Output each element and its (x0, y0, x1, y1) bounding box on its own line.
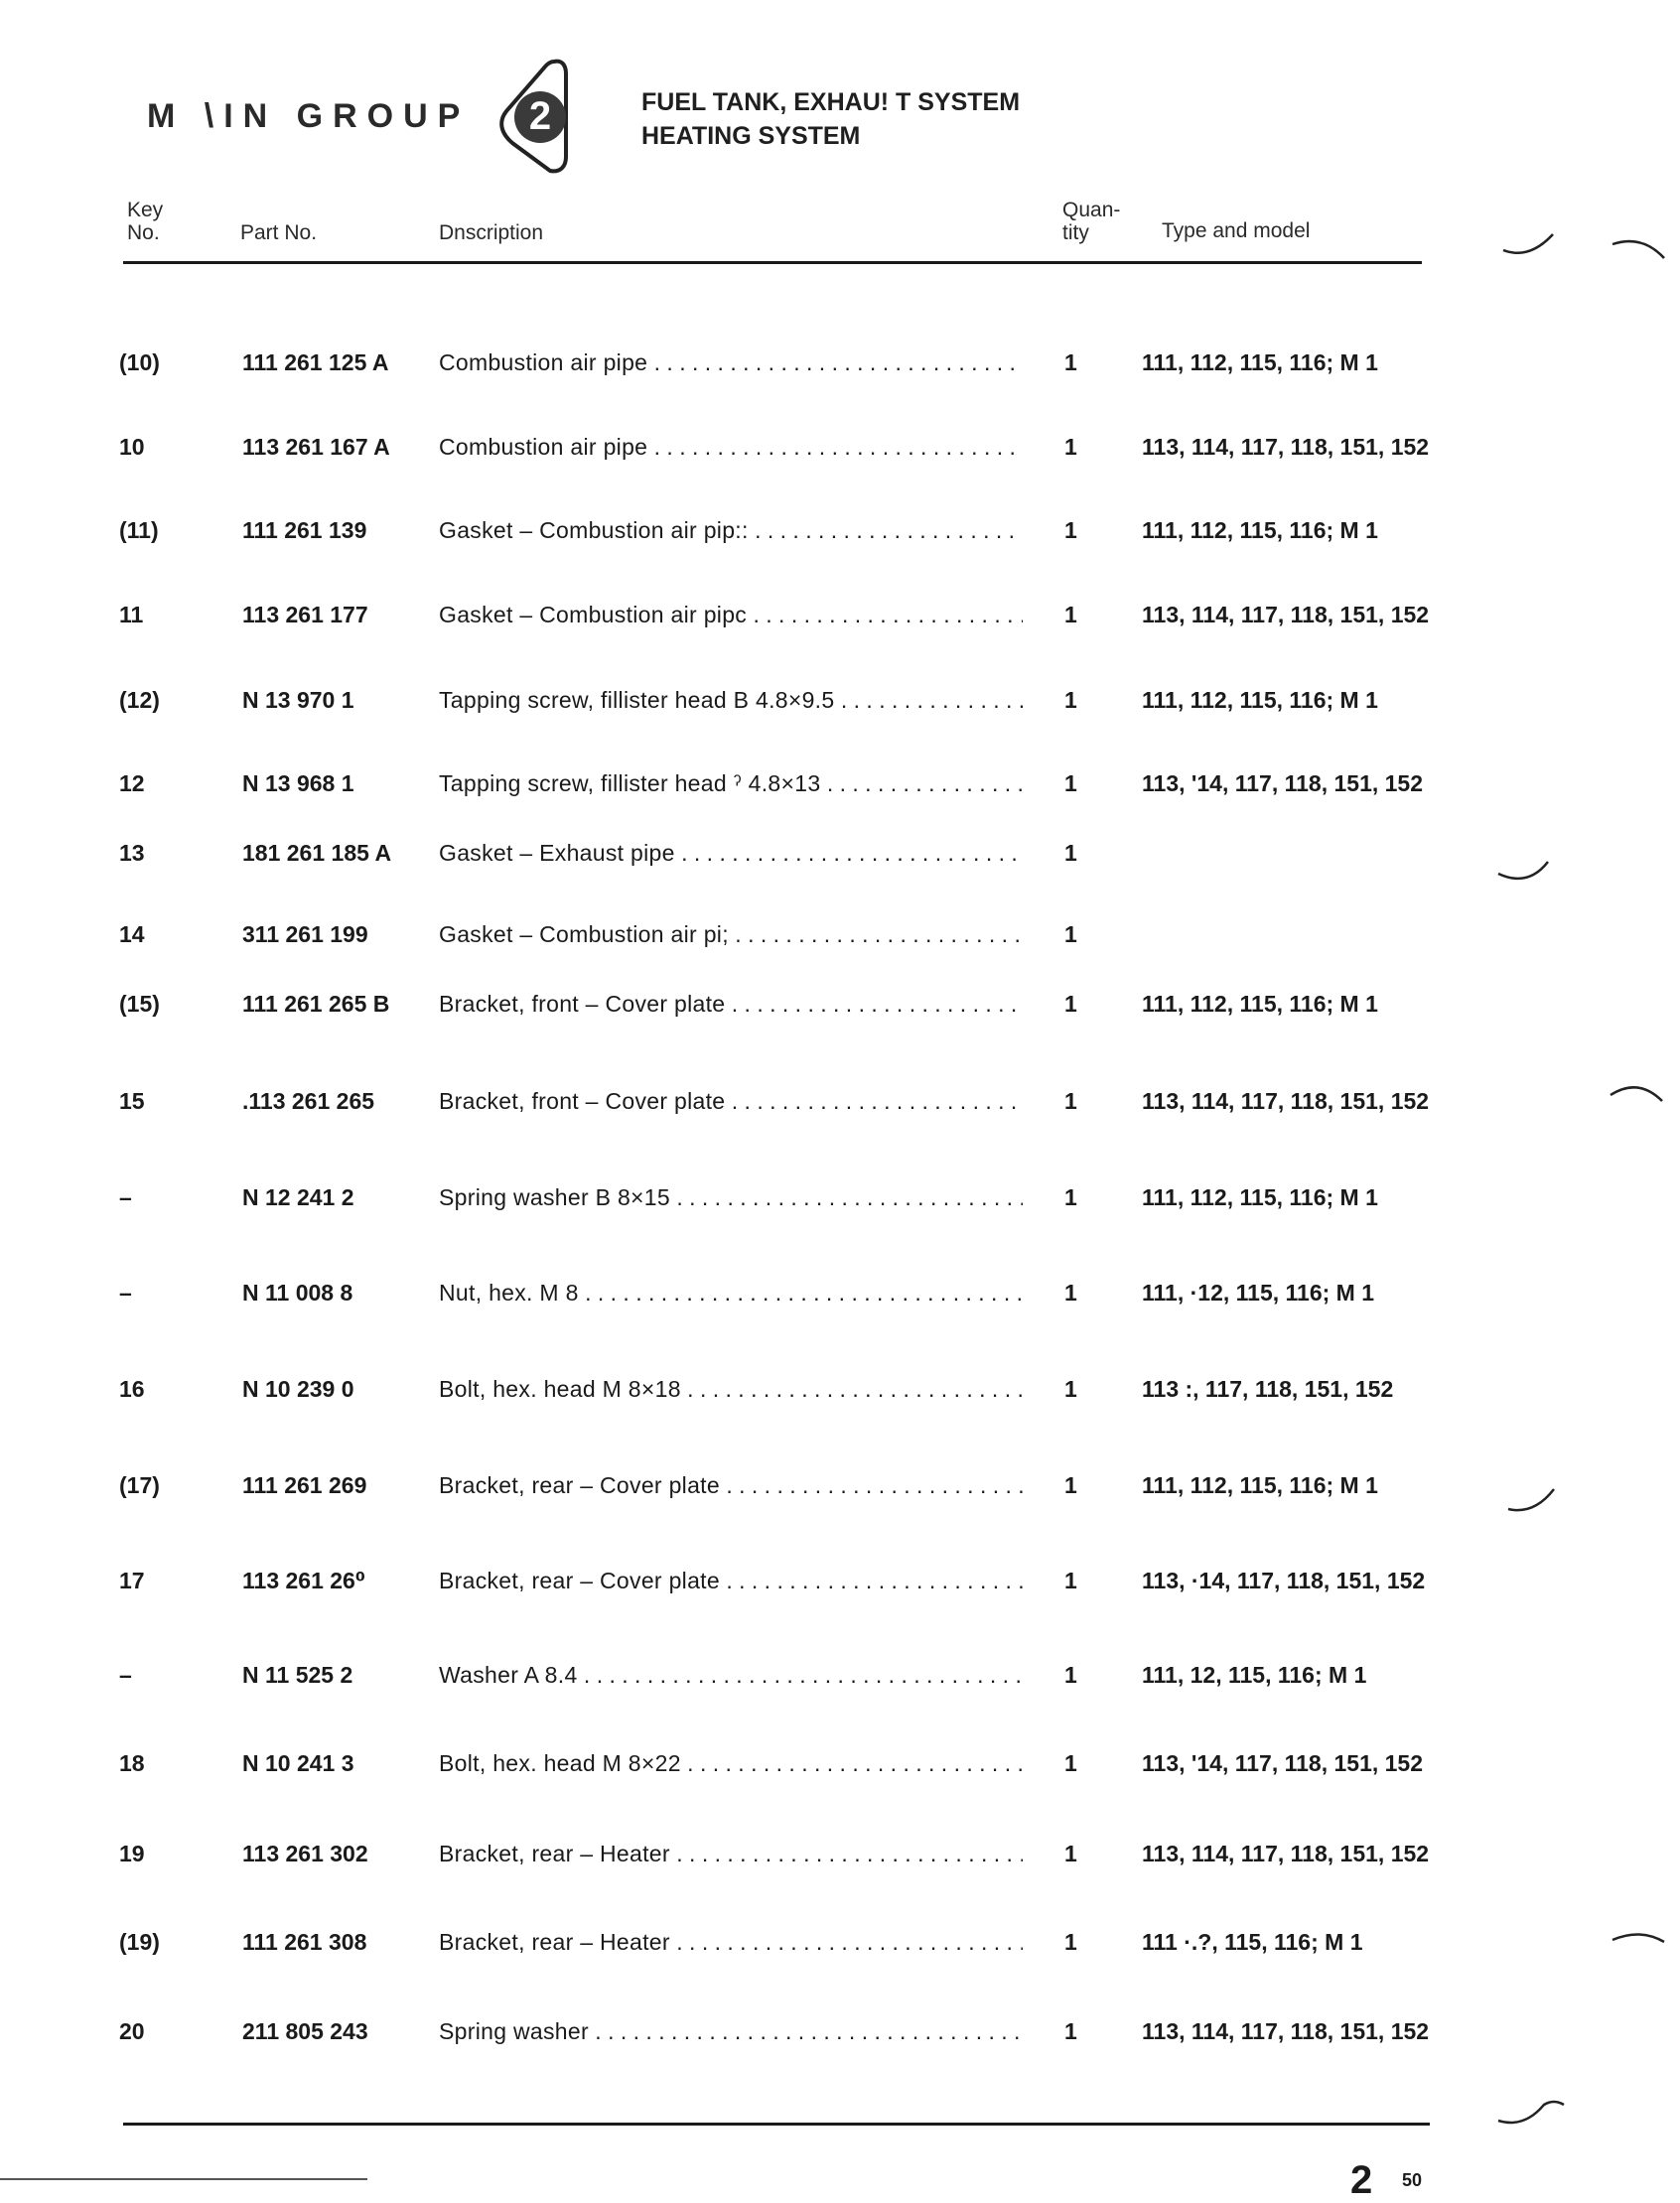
type-and-model: 111, 112, 115, 116; M 1 (1142, 349, 1378, 375)
part-number: 181 261 185 A (242, 840, 392, 866)
binding-arc-mark-icon (1494, 854, 1554, 894)
quantity: 1 (1064, 517, 1077, 543)
key-number: 15 (119, 1088, 145, 1114)
description: Bracket, rear – Cover plate . . . (439, 1472, 1023, 1498)
quantity: 1 (1064, 1750, 1077, 1776)
type-and-model: 111, 112, 115, 116; M 1 (1142, 1184, 1378, 1210)
part-number: 111 261 308 (242, 1929, 367, 1955)
quantity: 1 (1064, 991, 1077, 1017)
key-number: 10 (119, 434, 145, 460)
type-and-model: 113, '14, 117, 118, 151, 152 (1142, 770, 1424, 796)
part-number: N 11 525 2 (242, 1662, 353, 1688)
type-and-model: 113, 114, 117, 118, 151, 152 (1142, 1088, 1430, 1114)
part-number: N 10 241 3 (242, 1750, 354, 1776)
section-title-line-2: HEATING SYSTEM (641, 122, 861, 150)
type-and-model: 111, 12, 115, 116; M 1 (1142, 1662, 1367, 1688)
description: Tapping screw, fillister head ˀ 4.8×13 . . . (439, 770, 1023, 796)
key-number: 20 (119, 2018, 145, 2044)
table-row (0, 509, 1680, 549)
description: Spring washer B 8×15 . . . (439, 1184, 1023, 1210)
table-row (0, 1833, 1680, 1872)
part-number: 311 261 199 (242, 921, 368, 947)
description: Gasket – Combustion air pip:: . . . (439, 517, 1023, 543)
table-row (0, 679, 1680, 719)
table-row (0, 1272, 1680, 1311)
table-row (0, 983, 1680, 1023)
binding-arc-mark-icon (1609, 1926, 1668, 1966)
description: Bolt, hex. head M 8×18 . . . (439, 1376, 1023, 1402)
key-number: 17 (119, 1568, 145, 1593)
quantity: 1 (1064, 1568, 1077, 1593)
part-number: 111 261 265 B (242, 991, 390, 1017)
column-header-part-no: Part No. (240, 221, 318, 244)
binding-arc-mark-icon (1609, 230, 1668, 270)
type-and-model: 113, ·14, 117, 118, 151, 152 (1142, 1568, 1426, 1593)
part-number: N 13 970 1 (242, 687, 354, 713)
part-number: 111 261 269 (242, 1472, 367, 1498)
type-and-model: 111, 112, 115, 116; M 1 (1142, 687, 1378, 713)
quantity: 1 (1064, 434, 1077, 460)
type-and-model: 113, 114, 117, 118, 151, 152 (1142, 1841, 1430, 1866)
description: Tapping screw, fillister head B 4.8×9.5 . . . (439, 687, 1023, 713)
key-number: (15) (119, 991, 160, 1017)
description: Combustion air pipe . . . (439, 349, 1023, 375)
quantity: 1 (1064, 602, 1077, 627)
table-row (0, 2010, 1680, 2050)
description: Bracket, rear – Heater . . . (439, 1841, 1023, 1866)
description: Spring washer . . . (439, 2018, 1023, 2044)
table-row (0, 1176, 1680, 1216)
quantity: 1 (1064, 1841, 1077, 1866)
type-and-model: 111, 112, 115, 116; M 1 (1142, 1472, 1378, 1498)
key-number: 11 (119, 602, 144, 627)
part-number: 113 261 167 A (242, 434, 390, 460)
table-row (0, 913, 1680, 953)
type-and-model: 111 ·.?, 115, 116; M 1 (1142, 1929, 1363, 1955)
table-row (0, 1654, 1680, 1694)
binding-arc-mark-icon (1607, 1077, 1666, 1117)
type-and-model: 113, 114, 117, 118, 151, 152 (1142, 2018, 1430, 2044)
column-header-type-model: Type and model (1162, 219, 1311, 242)
quantity: 1 (1064, 1184, 1077, 1210)
part-number: 113 261 302 (242, 1841, 368, 1866)
main-group-label: M \IN GROUP (147, 97, 471, 135)
key-number: – (119, 1662, 132, 1688)
quantity: 1 (1064, 1088, 1077, 1114)
quantity: 1 (1064, 770, 1077, 796)
part-number: N 10 239 0 (242, 1376, 354, 1402)
table-row (0, 594, 1680, 633)
column-header-key: Key No. (127, 199, 164, 244)
key-number: (19) (119, 1929, 160, 1955)
part-number: N 11 008 8 (242, 1280, 353, 1306)
table-row (0, 1560, 1680, 1599)
footer-underline (0, 2178, 367, 2180)
description: Gasket – Combustion air pi; . . . (439, 921, 1023, 947)
quantity: 1 (1064, 840, 1077, 866)
table-row (0, 1368, 1680, 1408)
type-and-model: 113, '14, 117, 118, 151, 152 (1142, 1750, 1424, 1776)
key-number: (12) (119, 687, 160, 713)
part-number: 111 261 125 A (242, 349, 389, 375)
quantity: 1 (1064, 687, 1077, 713)
quantity: 1 (1064, 2018, 1077, 2044)
key-number: 16 (119, 1376, 145, 1402)
key-number: 12 (119, 770, 145, 796)
table-row (0, 832, 1680, 872)
key-number: (11) (119, 517, 159, 543)
key-number: 18 (119, 1750, 145, 1776)
part-number: 113 261 26⁰ (242, 1568, 365, 1593)
type-and-model: 113, 114, 117, 118, 151, 152 (1142, 434, 1430, 460)
quantity: 1 (1064, 1280, 1077, 1306)
type-and-model: 111, ·12, 115, 116; M 1 (1142, 1280, 1375, 1306)
footer-divider (123, 2123, 1430, 2126)
quantity: 1 (1064, 1662, 1077, 1688)
description: Washer A 8.4 . . . (439, 1662, 1023, 1688)
table-row (0, 426, 1680, 466)
quantity: 1 (1064, 1929, 1077, 1955)
table-row (0, 1080, 1680, 1120)
description: Combustion air pipe . . . (439, 434, 1023, 460)
page-sub-number: 50 (1402, 2170, 1423, 2190)
column-header-quantity: Quan- tity (1062, 199, 1121, 244)
key-number: 14 (119, 921, 145, 947)
table-row (0, 1921, 1680, 1961)
part-number: .113 261 265 (242, 1088, 375, 1114)
key-number: (17) (119, 1472, 160, 1498)
key-number: – (119, 1280, 132, 1306)
part-number: 111 261 139 (242, 517, 367, 543)
description: Bracket, front – Cover plate . . . (439, 991, 1023, 1017)
page-number: 2 (1350, 2158, 1373, 2202)
binding-arc-mark-icon (1494, 2095, 1574, 2134)
type-and-model: 113 :, 117, 118, 151, 152 (1142, 1376, 1394, 1402)
description: Bracket, rear – Cover plate . . . (439, 1568, 1023, 1593)
part-number: N 13 968 1 (242, 770, 354, 796)
quantity: 1 (1064, 921, 1077, 947)
key-number: (10) (119, 349, 160, 375)
part-number: 113 261 177 (242, 602, 368, 627)
description: Gasket – Combustion air pipc . . . (439, 602, 1023, 627)
group-number: 2 (528, 94, 552, 138)
part-number: N 12 241 2 (242, 1184, 354, 1210)
table-row (0, 1742, 1680, 1782)
table-row (0, 342, 1680, 381)
quantity: 1 (1064, 1472, 1077, 1498)
description: Gasket – Exhaust pipe . . . (439, 840, 1023, 866)
part-number: 211 805 243 (242, 2018, 368, 2044)
description: Bracket, front – Cover plate . . . (439, 1088, 1023, 1114)
binding-arc-mark-icon (1504, 1479, 1564, 1519)
type-and-model: 111, 112, 115, 116; M 1 (1142, 991, 1378, 1017)
description: Bracket, rear – Heater . . . (439, 1929, 1023, 1955)
description: Bolt, hex. head M 8×22 . . . (439, 1750, 1023, 1776)
type-and-model: 111, 112, 115, 116; M 1 (1142, 517, 1378, 543)
quantity: 1 (1064, 349, 1077, 375)
quantity: 1 (1064, 1376, 1077, 1402)
table-row (0, 762, 1680, 802)
type-and-model: 113, 114, 117, 118, 151, 152 (1142, 602, 1430, 627)
description: Nut, hex. M 8 . . . (439, 1280, 1023, 1306)
binding-arc-mark-icon (1499, 220, 1559, 260)
key-number: 19 (119, 1841, 145, 1866)
table-row (0, 1464, 1680, 1504)
key-number: 13 (119, 840, 145, 866)
column-header-description: Dnscription (439, 221, 544, 244)
key-number: – (119, 1184, 132, 1210)
section-title-line-1: FUEL TANK, EXHAU! T SYSTEM (641, 88, 1021, 116)
